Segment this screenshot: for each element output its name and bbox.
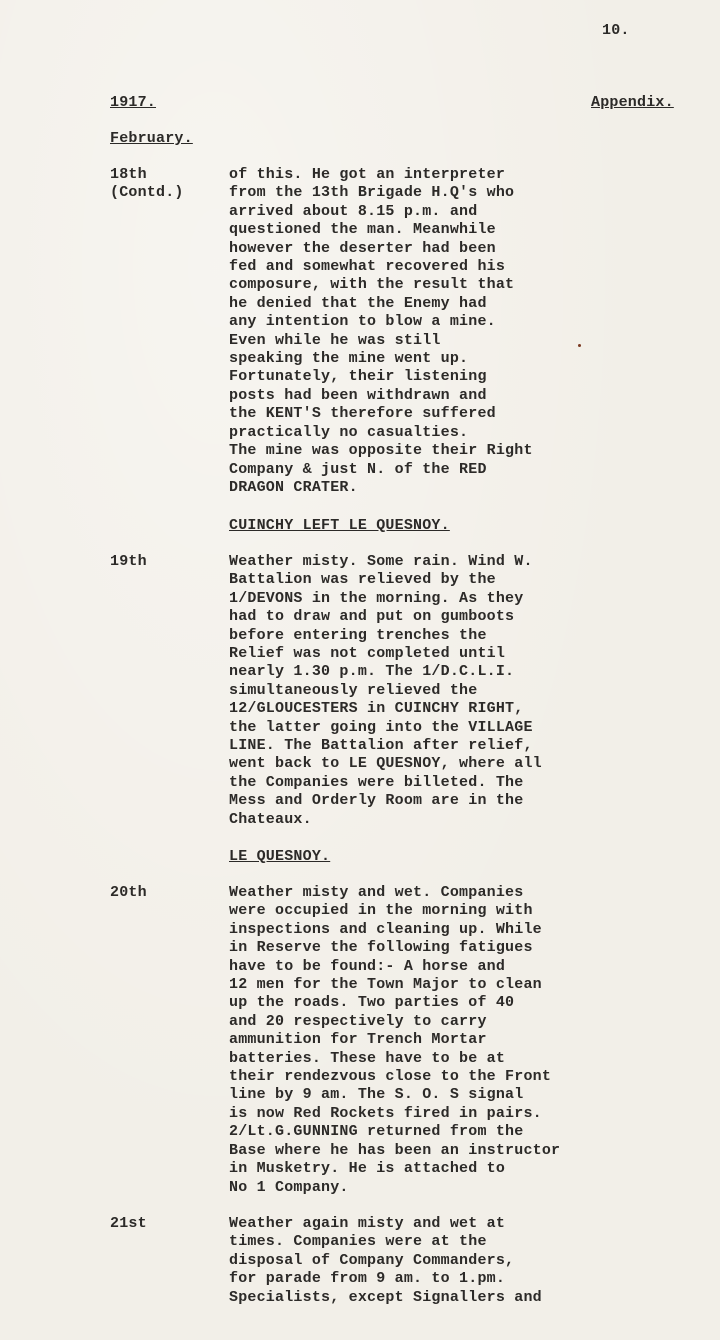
entry-line: were occupied in the morning with	[229, 902, 533, 920]
entry-line: of this. He got an interpreter	[229, 166, 506, 183]
entry-line: Weather misty and wet. Companies	[229, 884, 524, 901]
entry-line: went back to LE QUESNOY, where all	[229, 755, 542, 773]
entry-text	[229, 1215, 649, 1307]
entry-line: Even while he was still	[229, 331, 441, 349]
entry-line: No 1 Company.	[229, 1178, 349, 1196]
entry-line: up the roads. Two parties of 40	[229, 994, 515, 1012]
entry-line: Fortunately, their listening	[229, 368, 487, 386]
entry-line: 12/GLOUCESTERS in CUINCHY RIGHT,	[229, 700, 524, 718]
entry-date: 20th	[110, 884, 147, 901]
entry-text	[229, 553, 649, 829]
location-heading: CUINCHY LEFT LE QUESNOY.	[229, 517, 450, 534]
entry-line: Weather misty. Some rain. Wind W.	[229, 553, 533, 570]
entry-date-note: (Contd.)	[110, 184, 184, 201]
entry-line: ammunition for Trench Mortar	[229, 1031, 487, 1049]
entry-line: Battalion was relieved by the	[229, 571, 496, 589]
entry-line: Mess and Orderly Room are in the	[229, 792, 524, 810]
entry-line: their rendezvous close to the Front	[229, 1068, 552, 1086]
entry-line: from the 13th Brigade H.Q's who	[229, 184, 515, 202]
entry-line: and 20 respectively to carry	[229, 1012, 487, 1030]
ink-speck	[578, 344, 581, 347]
entry-line: Weather again misty and wet at	[229, 1215, 506, 1232]
entry-line: line by 9 am. The S. O. S signal	[229, 1086, 524, 1104]
appendix-heading: Appendix.	[591, 94, 674, 111]
entry-line: any intention to blow a mine.	[229, 313, 496, 331]
entry-line: 1/DEVONS in the morning. As they	[229, 589, 524, 607]
entry-line: before entering trenches the	[229, 626, 487, 644]
entry-line: Chateaux.	[229, 810, 312, 828]
entry-line: Company & just N. of the RED	[229, 460, 487, 478]
entry-date: 18th	[110, 166, 147, 183]
entry-line: DRAGON CRATER.	[229, 478, 358, 496]
entry-line: Relief was not completed until	[229, 645, 506, 663]
entry-line: times. Companies were at the	[229, 1233, 487, 1251]
page-number: 10.	[602, 22, 630, 39]
entry-line: practically no casualties.	[229, 423, 469, 441]
entry-line: speaking the mine went up.	[229, 350, 469, 368]
entry-line: nearly 1.30 p.m. The 1/D.C.L.I.	[229, 663, 515, 681]
entry-line: The mine was opposite their Right	[229, 442, 533, 460]
entry-line: the latter going into the VILLAGE	[229, 718, 533, 736]
entry-line: Base where he has been an instructor	[229, 1141, 561, 1159]
year-heading: 1917.	[110, 94, 157, 111]
entry-line: composure, with the result that	[229, 276, 515, 294]
entry-line: the KENT'S therefore suffered	[229, 405, 496, 423]
entry-line: batteries. These have to be at	[229, 1049, 506, 1067]
entry-text	[229, 884, 649, 1197]
entry-line: in Reserve the following fatigues	[229, 939, 533, 957]
entry-line: Specialists, except Signallers and	[229, 1288, 542, 1306]
entry-date: 21st	[110, 1215, 147, 1232]
entry-line: fed and somewhat recovered his	[229, 258, 506, 276]
entry-line: posts had been withdrawn and	[229, 386, 487, 404]
entry-line: inspections and cleaning up. While	[229, 920, 542, 938]
entry-line: is now Red Rockets fired in pairs.	[229, 1104, 542, 1122]
entry-line: arrived about 8.15 p.m. and	[229, 202, 478, 220]
entry-text	[229, 166, 649, 497]
entry-line: questioned the man. Meanwhile	[229, 221, 496, 239]
entry-line: 2/Lt.G.GUNNING returned from the	[229, 1123, 524, 1141]
entry-line: disposal of Company Commanders,	[229, 1251, 515, 1269]
month-heading: February.	[110, 130, 193, 147]
entry-line: have to be found:- A horse and	[229, 957, 506, 975]
entry-line: 12 men for the Town Major to clean	[229, 976, 542, 994]
entry-line: the Companies were billeted. The	[229, 773, 524, 791]
entry-line: he denied that the Enemy had	[229, 294, 487, 312]
entry-line: had to draw and put on gumboots	[229, 608, 515, 626]
entry-line: LINE. The Battalion after relief,	[229, 737, 533, 755]
location-heading: LE QUESNOY.	[229, 848, 331, 865]
entry-line: for parade from 9 am. to 1.pm.	[229, 1270, 506, 1288]
entry-date: 19th	[110, 553, 147, 570]
entry-line: however the deserter had been	[229, 239, 496, 257]
entry-line: in Musketry. He is attached to	[229, 1160, 506, 1178]
entry-line: simultaneously relieved the	[229, 681, 478, 699]
